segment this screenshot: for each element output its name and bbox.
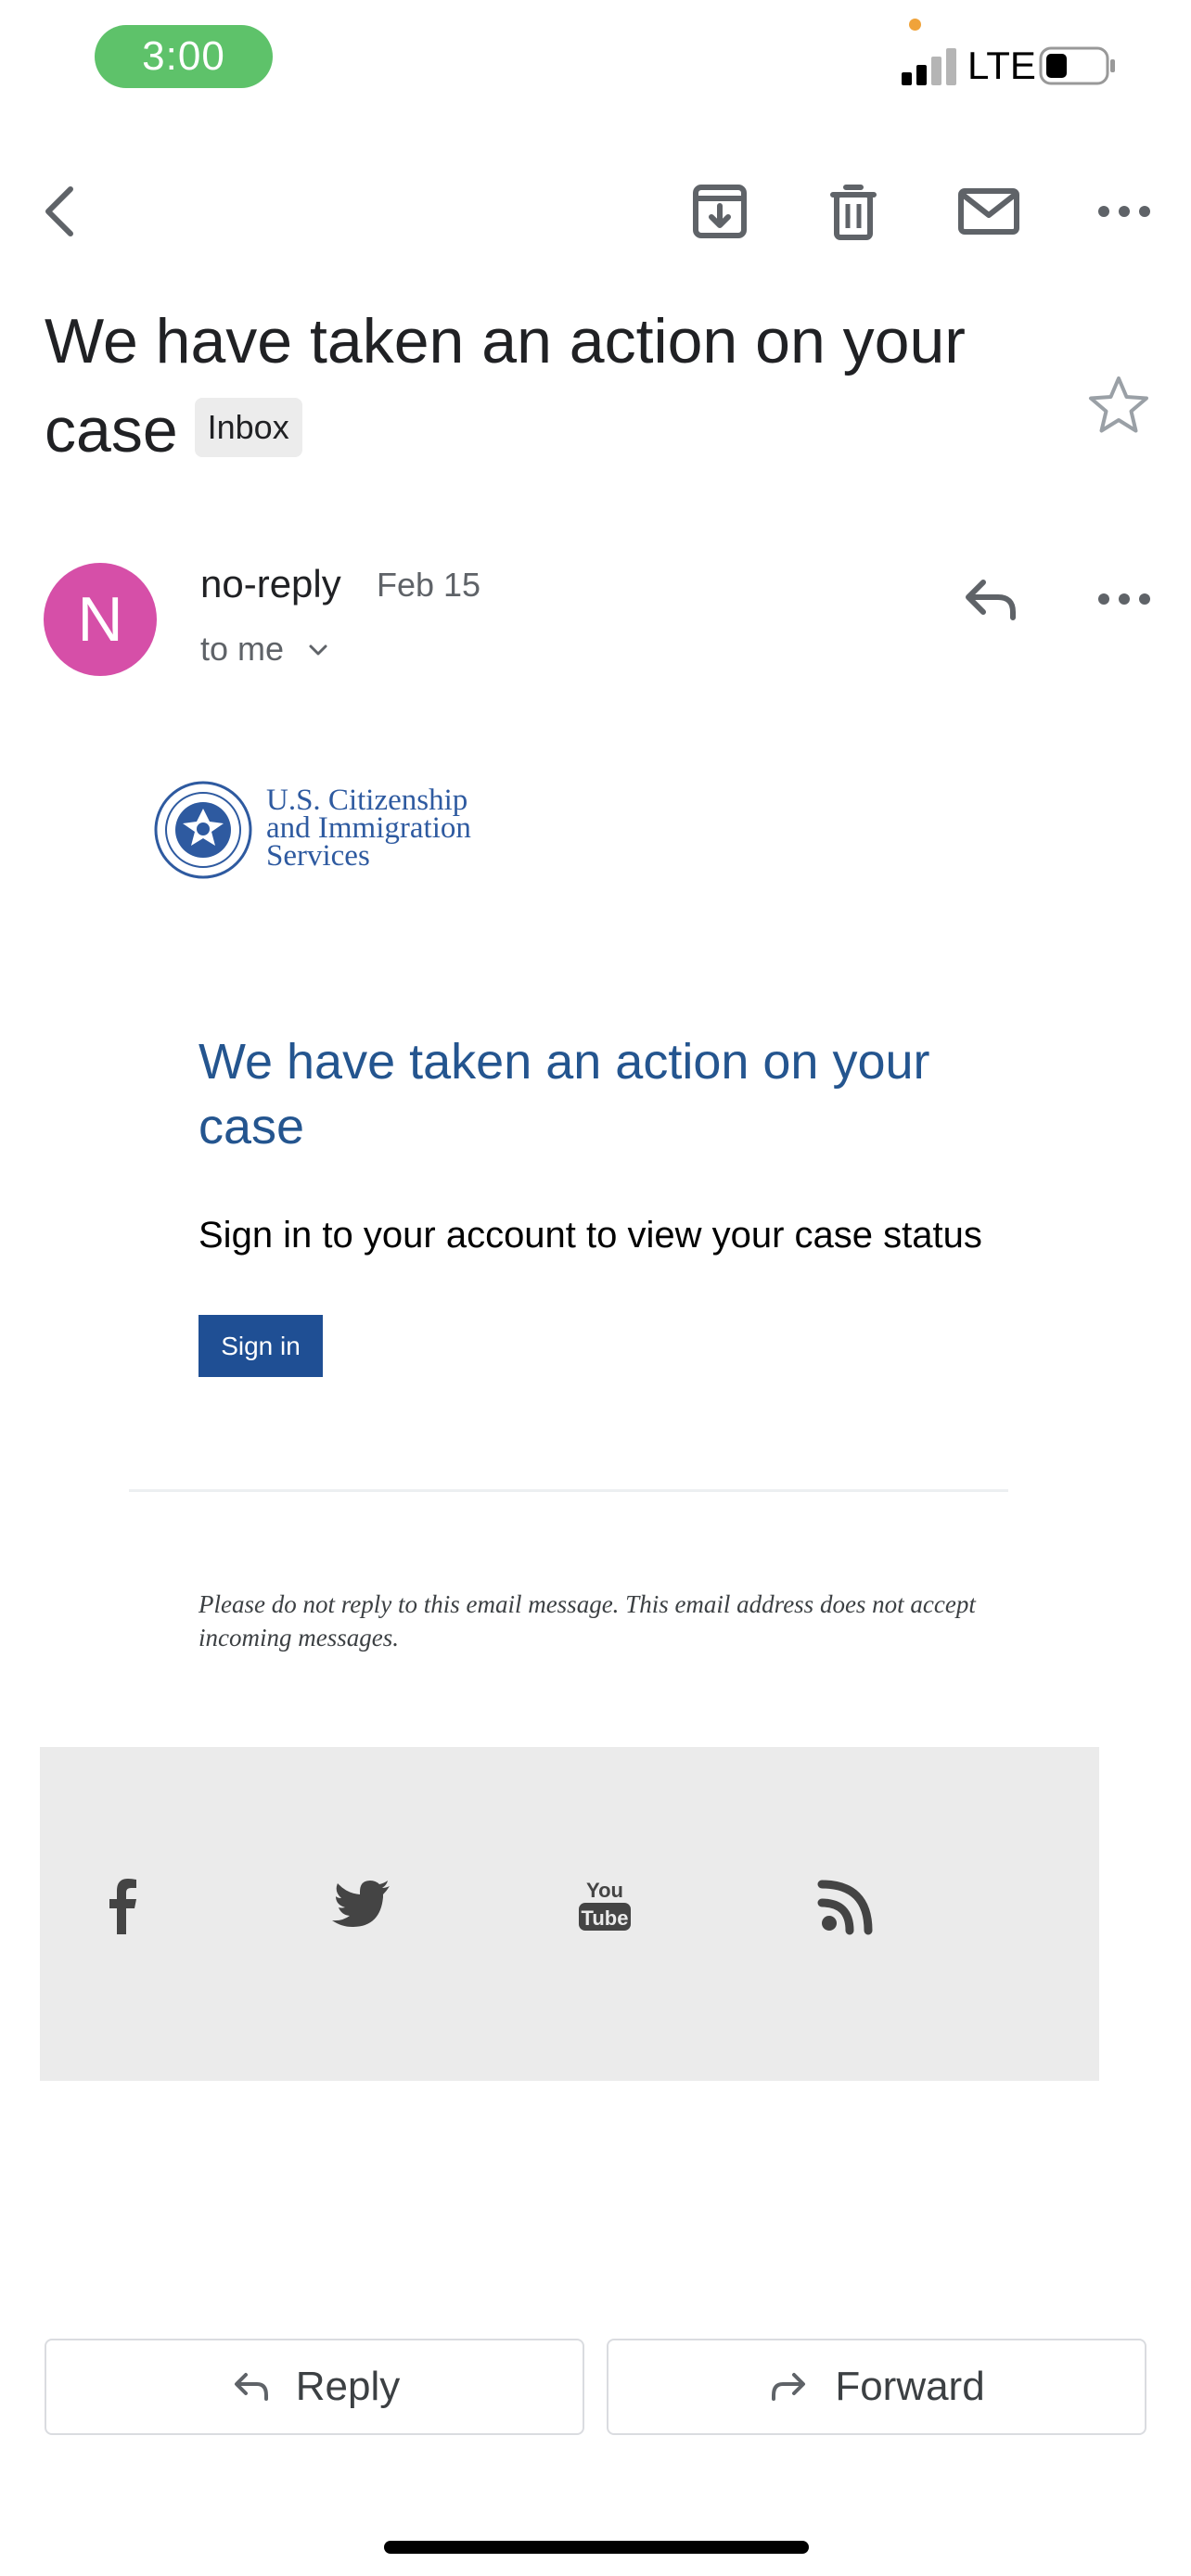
mic-indicator-dot <box>909 19 921 31</box>
svg-text:You: You <box>586 1879 623 1902</box>
archive-icon[interactable] <box>686 178 753 245</box>
mail-icon[interactable] <box>955 178 1022 245</box>
status-time: 3:00 <box>95 25 273 88</box>
email-date: Feb 15 <box>377 566 481 604</box>
battery-icon <box>1039 46 1117 85</box>
subject-text: We have taken an action on your case <box>45 306 966 465</box>
more-icon[interactable] <box>1091 178 1158 245</box>
email-heading: We have taken an action on your case <box>198 1034 930 1154</box>
reply-icon[interactable] <box>957 566 1024 632</box>
forward-icon <box>768 2366 811 2408</box>
facebook-icon[interactable] <box>87 1869 158 1940</box>
more-icon[interactable] <box>1091 566 1158 632</box>
disclaimer-text: Please do not reply to this email message. This email address does not accept incoming messages. <box>198 1590 976 1651</box>
uscis-logo-text: U.S. Citizenship and Immigration Services <box>266 784 471 873</box>
twitter-icon[interactable] <box>327 1869 397 1940</box>
email-subtext: Sign in to your account to view your case status <box>198 1215 982 1256</box>
avatar[interactable]: N <box>44 563 157 676</box>
youtube-icon[interactable] <box>570 1869 640 1940</box>
email-subject <box>45 297 1046 475</box>
network-label: LTE <box>967 44 1036 87</box>
reply-button[interactable] <box>45 2339 584 2435</box>
inbox-label[interactable]: Inbox <box>195 398 302 457</box>
svg-text:Tube: Tube <box>581 1906 629 1930</box>
chevron-down-icon[interactable] <box>306 638 330 662</box>
reply-label: Reply <box>295 2364 401 2409</box>
forward-button[interactable] <box>607 2339 1146 2435</box>
reply-icon <box>229 2366 272 2408</box>
dhs-seal-logo <box>154 781 252 879</box>
sender-name: no-reply <box>200 562 341 606</box>
star-icon[interactable] <box>1085 373 1152 440</box>
divider <box>129 1489 1008 1492</box>
home-indicator[interactable] <box>384 2541 809 2554</box>
forward-label: Forward <box>835 2364 985 2409</box>
recipient-label[interactable]: to me <box>200 630 285 668</box>
back-arrow-icon[interactable] <box>30 178 96 245</box>
sign-in-button[interactable]: Sign in <box>198 1315 323 1377</box>
rss-icon[interactable] <box>813 1869 883 1940</box>
signal-icon <box>902 48 959 85</box>
trash-icon[interactable] <box>820 178 887 245</box>
